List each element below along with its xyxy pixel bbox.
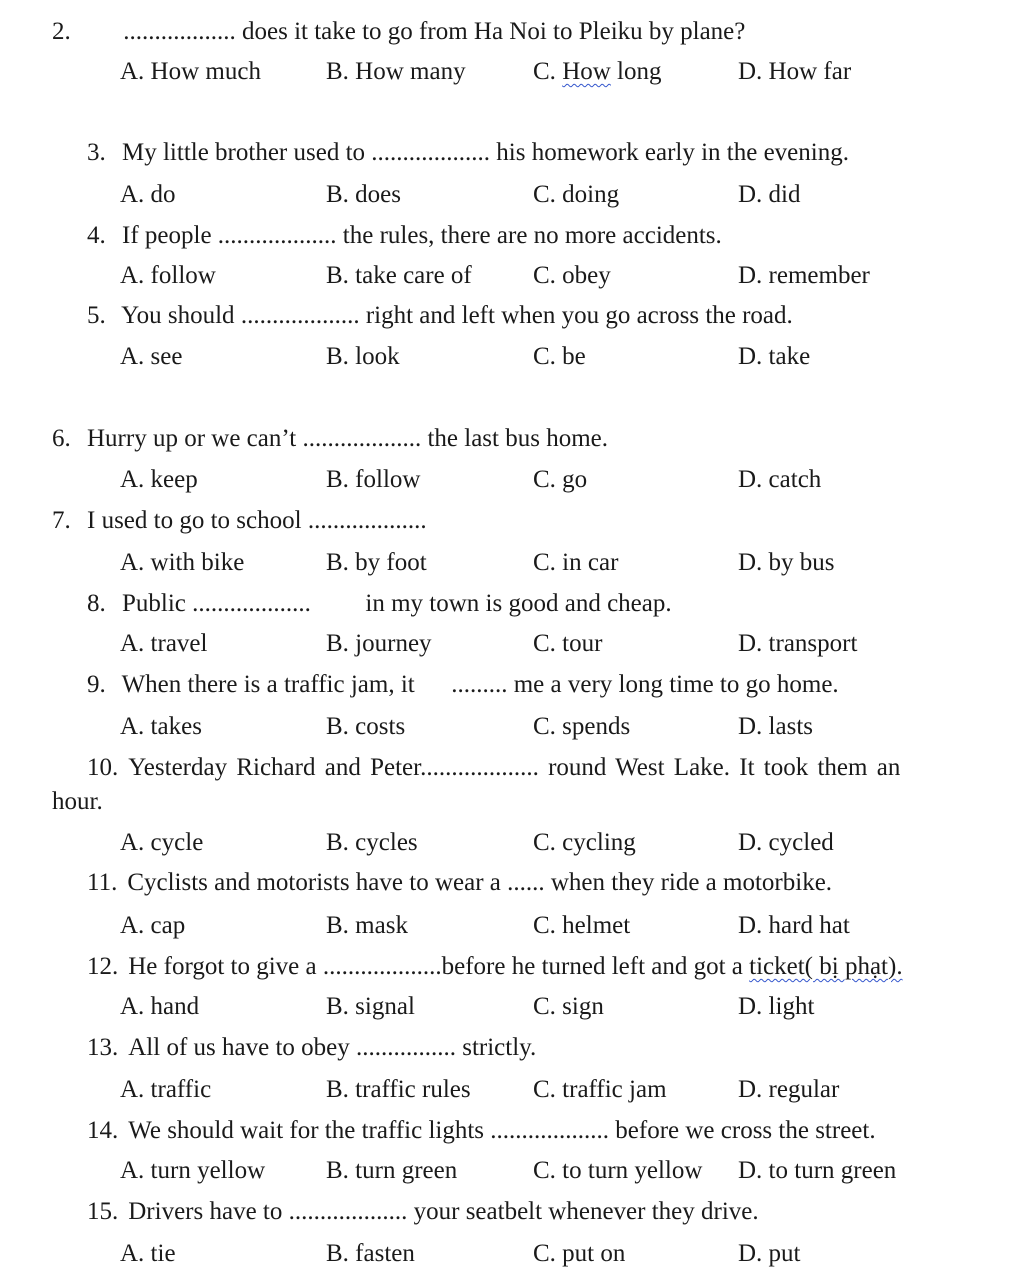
question-7	[52, 506, 427, 536]
question-number: 11.	[87, 869, 118, 896]
option-b: B. look	[326, 343, 400, 370]
option-d: D. remember	[738, 262, 870, 289]
question-text: does it take to go from Ha Noi to Pleiku by plane?	[242, 18, 746, 45]
option-c: C. tour	[533, 630, 603, 657]
option-a: A. keep	[120, 466, 198, 493]
question-text: the rules, there are no more accidents.	[342, 222, 722, 249]
answer-blank: ..................	[123, 18, 236, 45]
option-a: A. travel	[120, 630, 208, 657]
option-a: A. see	[120, 343, 183, 370]
option-d: D. lasts	[738, 713, 813, 740]
question-text: me a very long time to go home.	[513, 671, 839, 698]
question-3	[87, 138, 849, 168]
question-14	[87, 1116, 876, 1146]
question-number: 10.	[87, 754, 119, 781]
option-b: B. by foot	[326, 549, 427, 576]
spellcheck-word: How	[562, 58, 611, 85]
answer-blank: ...................	[322, 953, 442, 980]
option-a: A. takes	[120, 713, 202, 740]
option-a: A. do	[120, 181, 176, 208]
question-text: when they ride a motorbike.	[544, 869, 833, 896]
question-text: round West Lake. It took them an	[538, 754, 901, 781]
question-number: 6.	[52, 425, 71, 452]
answer-blank: ...................	[307, 507, 427, 534]
option-b: B. turn green	[326, 1157, 458, 1184]
question-text: before he turned left and got a	[441, 953, 750, 980]
question-number: 9.	[87, 671, 106, 698]
question-number: 15.	[87, 1198, 119, 1225]
answer-blank: ...................	[217, 222, 337, 249]
answer-blank: ...................	[240, 302, 360, 329]
question-number: 5.	[87, 302, 106, 329]
answer-blank: ...................	[288, 1198, 408, 1225]
option-d: D. put	[738, 1240, 801, 1267]
question-text: his homework early in the evening.	[496, 139, 849, 166]
option-d: D. cycled	[738, 829, 834, 856]
question-text: in my town is good and cheap.	[365, 590, 672, 617]
option-a: A. tie	[120, 1240, 176, 1267]
option-b: B. fasten	[326, 1240, 415, 1267]
option-a: A. turn yellow	[120, 1157, 266, 1184]
answer-blank: ................	[355, 1034, 456, 1061]
answer-blank: ...................	[192, 590, 311, 617]
question-text: We should wait for the traffic lights	[128, 1117, 491, 1144]
question-6	[52, 424, 608, 454]
option-a: A. How much	[120, 58, 261, 85]
option-d: D. by bus	[738, 549, 835, 576]
option-c: C. to turn yellow	[533, 1157, 703, 1184]
option-c: C. cycling	[533, 829, 636, 856]
option-d: D. take	[738, 343, 811, 370]
option-a: A. cycle	[120, 829, 204, 856]
question-text: My little brother used to	[122, 139, 372, 166]
option-c: C. spends	[533, 713, 631, 740]
question-text: Drivers have to	[128, 1198, 289, 1225]
question-5	[87, 301, 793, 331]
answer-blank: ......	[507, 869, 545, 896]
question-10-continued: hour.	[52, 788, 103, 815]
question-text: If people	[122, 222, 218, 249]
question-9	[87, 670, 839, 700]
question-text: All of us have to obey	[128, 1034, 356, 1061]
option-b: B. does	[326, 181, 401, 208]
question-11	[87, 868, 832, 898]
question-text: strictly.	[455, 1034, 537, 1061]
question-text: the last bus home.	[427, 425, 608, 452]
question-12	[87, 952, 903, 982]
option-b: B. cycles	[326, 829, 418, 856]
question-number: 7.	[52, 507, 71, 534]
option-c: C. go	[533, 466, 588, 493]
question-number: 12.	[87, 953, 119, 980]
answer-blank: ...................	[490, 1117, 610, 1144]
option-b: B. mask	[326, 912, 408, 939]
question-13	[87, 1033, 536, 1063]
question-text: I used to go to school	[87, 507, 308, 534]
option-c: C. sign	[533, 993, 604, 1020]
question-15	[87, 1197, 759, 1227]
answer-blank: ...................	[420, 754, 539, 781]
question-number: 14.	[87, 1117, 119, 1144]
question-text: When there is a traffic jam, it	[121, 671, 421, 698]
question-number: 3.	[87, 139, 106, 166]
option-d: D. How far	[738, 58, 852, 85]
option-d: D. did	[738, 181, 801, 208]
question-text: Yesterday Richard and Peter	[128, 754, 421, 781]
option-b: B. take care of	[326, 262, 472, 289]
question-text: Cyclists and motorists have to wear a	[127, 869, 508, 896]
option-c: C. in car	[533, 549, 619, 576]
option-d: D. catch	[738, 466, 822, 493]
option-d: D. light	[738, 993, 815, 1020]
answer-blank: ...................	[302, 425, 422, 452]
question-text: before we cross the street.	[609, 1117, 876, 1144]
option-a: A. traffic	[120, 1076, 212, 1103]
answer-blank: .........	[451, 671, 508, 698]
question-8	[87, 589, 672, 619]
question-text: You should	[121, 302, 241, 329]
option-b: B. journey	[326, 630, 432, 657]
question-2	[52, 17, 745, 47]
question-text: right and left when you go across the road.	[365, 302, 793, 329]
question-4	[87, 221, 722, 251]
option-c: C. obey	[533, 262, 611, 289]
option-b: B. traffic rules	[326, 1076, 471, 1103]
question-text: Hurry up or we can’t	[87, 425, 303, 452]
option-d: D. transport	[738, 630, 858, 657]
question-number: 2.	[52, 18, 71, 45]
spellcheck-word: ticket( bị phạt).	[749, 953, 903, 980]
option-a: A. cap	[120, 912, 186, 939]
option-a: A. follow	[120, 262, 216, 289]
option-c: C. traffic jam	[533, 1076, 667, 1103]
question-number: 8.	[87, 590, 106, 617]
option-c: C. doing	[533, 181, 620, 208]
option-b: B. How many	[326, 58, 466, 85]
option-c: C. helmet	[533, 912, 631, 939]
option-d: D. hard hat	[738, 912, 850, 939]
option-b: B. signal	[326, 993, 415, 1020]
question-text: your seatbelt whenever they drive.	[407, 1198, 759, 1225]
option-d: D. to turn green	[738, 1157, 897, 1184]
question-text: Public	[122, 590, 193, 617]
option-a: A. with bike	[120, 549, 245, 576]
option-d: D. regular	[738, 1076, 840, 1103]
option-b: B. costs	[326, 713, 406, 740]
question-10	[87, 753, 900, 783]
option-c: C. be	[533, 343, 586, 370]
option-c: C. How long	[533, 58, 662, 85]
option-a: A. hand	[120, 993, 200, 1020]
question-number: 4.	[87, 222, 106, 249]
option-b: B. follow	[326, 466, 421, 493]
question-text: He forgot to give a	[128, 953, 323, 980]
question-number: 13.	[87, 1034, 119, 1061]
option-c: C. put on	[533, 1240, 626, 1267]
answer-blank: ...................	[371, 139, 491, 166]
